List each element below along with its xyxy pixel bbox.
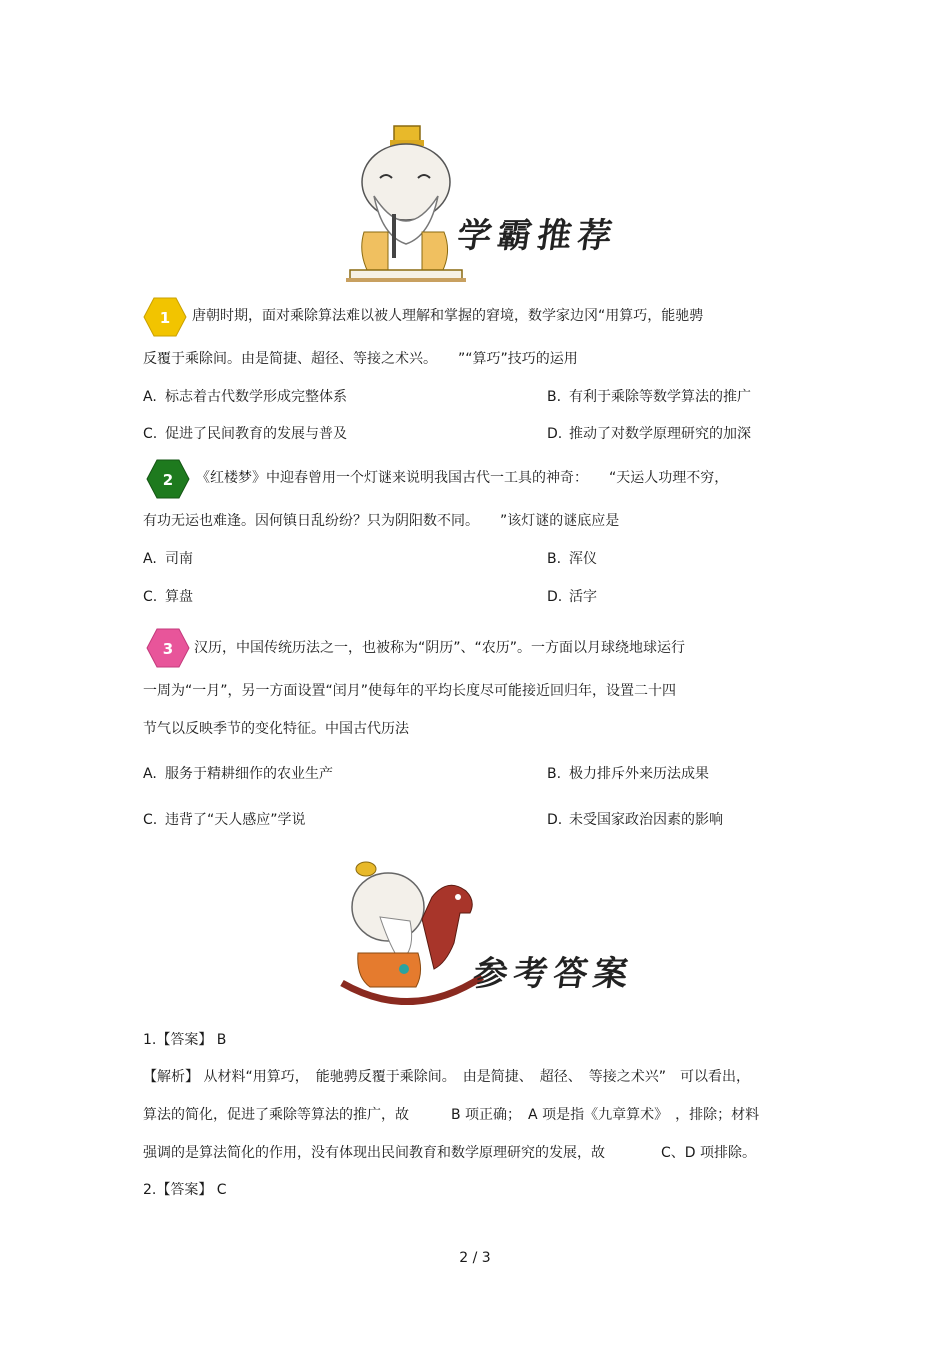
- question-3-option-d[interactable]: D. 未受国家政治因素的影响: [547, 812, 723, 828]
- answer-2-label: 2.【答案】 C: [143, 1182, 227, 1198]
- banner-title-recommend: 学霸推荐: [454, 216, 621, 256]
- banner-title-answers: 参考答案: [470, 954, 637, 994]
- question-2-line-1: 《红楼梦》中迎春曾用一个灯谜来说明我国古代一工具的神奇： “天运人功理不穷，: [196, 470, 729, 486]
- svg-text:3: 3: [162, 640, 174, 658]
- question-3-option-b[interactable]: B. 极力排斥外来历法成果: [547, 766, 709, 782]
- answer-1-explanation-line-1: 【解析】 从材料“用算巧， 能驰骋反覆于乘除间。 由是简捷、 超径、 等接之术兴” 可以看出，: [143, 1069, 750, 1085]
- scholar-illustration: [346, 122, 466, 284]
- svg-text:1: 1: [159, 309, 171, 327]
- question-1-option-d[interactable]: D. 推动了对数学原理研究的加深: [547, 426, 751, 442]
- answer-1-label: 1.【答案】 B: [143, 1032, 227, 1048]
- question-2-line-2: 有功无运也难逢。因何镇日乱纷纷？只为阴阳数不同。 ”该灯谜的谜底应是: [143, 513, 620, 529]
- answer-1-explanation-line-3: 强调的是算法简化的作用，没有体现出民间教育和数学原理研究的发展，故 C、D 项排除。: [143, 1145, 757, 1161]
- question-1-line-1: 唐朝时期，面对乘除算法难以被人理解和掌握的窘境，数学家边冈“用算巧，能驰骋: [192, 308, 704, 324]
- question-1-line-2: 反覆于乘除间。由是简捷、超径、等接之术兴。 ”“算巧”技巧的运用: [143, 351, 578, 367]
- question-2-badge: [146, 459, 190, 503]
- question-2-option-c[interactable]: C. 算盘: [143, 589, 193, 605]
- scholar-rocking-horse-illustration: [340, 857, 490, 1005]
- question-1-option-a[interactable]: A. 标志着古代数学形成完整体系: [143, 389, 347, 405]
- question-1-option-b[interactable]: B. 有利于乘除等数学算法的推广: [547, 389, 751, 405]
- answer-1-explanation-line-2: 算法的简化，促进了乘除等算法的推广，故 B 项正确； A 项是指《九章算术》 ，排除；材料: [143, 1107, 760, 1123]
- question-1-badge: [143, 297, 187, 341]
- page-number: 2 / 3: [459, 1250, 491, 1266]
- question-3-option-a[interactable]: A. 服务于精耕细作的农业生产: [143, 766, 333, 782]
- question-2-option-d[interactable]: D. 活字: [547, 589, 597, 605]
- question-2-option-b[interactable]: B. 浑仪: [547, 551, 597, 567]
- question-2-option-a[interactable]: A. 司南: [143, 551, 193, 567]
- svg-text:2: 2: [162, 471, 174, 489]
- question-1-option-c[interactable]: C. 促进了民间教育的发展与普及: [143, 426, 347, 442]
- question-3-badge: [146, 628, 190, 672]
- question-3-line-1: 汉历，中国传统历法之一，也被称为“阴历”、“农历”。一方面以月球绕地球运行: [194, 640, 686, 656]
- question-3-line-3: 节气以反映季节的变化特征。中国古代历法: [143, 721, 409, 737]
- question-3-line-2: 一周为“一月”，另一方面设置“闰月”使每年的平均长度尽可能接近回归年，设置二十四: [143, 683, 677, 699]
- question-3-option-c[interactable]: C. 违背了“天人感应”学说: [143, 812, 306, 828]
